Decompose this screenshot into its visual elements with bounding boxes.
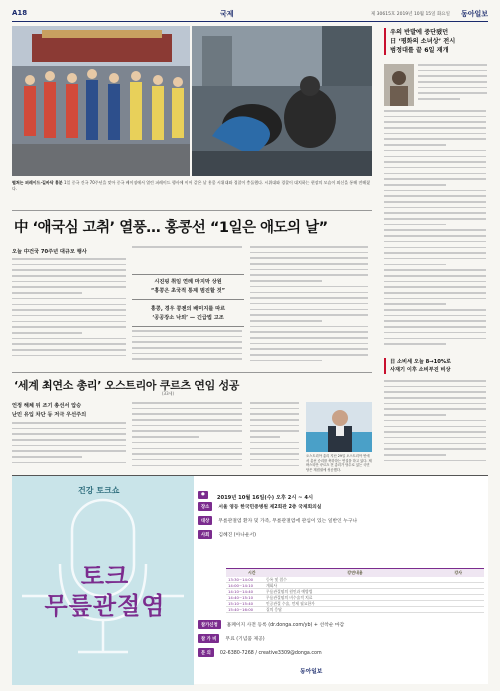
- text-line: [12, 445, 126, 447]
- text-line: [132, 442, 242, 444]
- schedule-header: [226, 569, 484, 577]
- text-line: [418, 75, 487, 77]
- text-line: [250, 348, 368, 350]
- text-line: [132, 353, 242, 355]
- text-line: [132, 448, 242, 450]
- text-line: [132, 402, 242, 404]
- text-line: [418, 81, 487, 83]
- text-line: [12, 264, 126, 266]
- ad-row-text: 무릎관절염 환자 및 가족, 무릎관절염에 관심이 있는 일반인 누구나: [218, 519, 358, 524]
- text-line: [384, 386, 486, 388]
- second-headline: ‘세계 최연소 총리’ 오스트리아 쿠르츠 연임 성공: [14, 379, 240, 392]
- schedule-header-cell: 시간: [247, 570, 256, 575]
- second-body-col-3: [250, 402, 300, 472]
- text-line: [384, 454, 446, 456]
- text-line: [250, 337, 368, 339]
- text-line: [250, 419, 299, 421]
- text-line: [250, 402, 299, 404]
- text-line: [12, 355, 126, 357]
- text-line: [384, 338, 486, 340]
- text-line: [384, 269, 486, 271]
- text-line: [384, 121, 486, 123]
- schedule-content: 인공관절 수술, 언제 필요한가: [266, 601, 315, 606]
- body-column-1: [12, 258, 128, 366]
- text-line: [384, 443, 486, 445]
- text-line: [384, 326, 486, 328]
- second-byline: (33세): [162, 391, 175, 396]
- schedule-header-cell: 강사: [454, 570, 463, 575]
- text-line: [384, 229, 486, 231]
- text-line: [384, 190, 486, 192]
- text-line: [384, 212, 486, 214]
- subhead-box-line-2: “홍콩은 초국적 통제 범진할 것”: [150, 288, 226, 294]
- ad-row-label: 사회: [198, 530, 212, 539]
- text-line: [132, 419, 242, 421]
- text-line: [384, 448, 486, 450]
- text-line: [12, 422, 126, 424]
- text-line: [384, 286, 486, 288]
- text-line: [12, 343, 126, 345]
- text-line: [384, 332, 486, 334]
- right-story-headline: [384, 28, 488, 55]
- main-headline-area: [12, 210, 372, 240]
- text-line: [384, 275, 486, 277]
- text-line: [250, 413, 299, 415]
- text-line: [384, 150, 486, 152]
- text-line: [384, 167, 486, 169]
- right-story2-body: [384, 380, 488, 470]
- second-body-col-1: [12, 422, 128, 472]
- text-line: [250, 425, 299, 427]
- subhead-box2-line-1: 홍콩, 경우 콩젠의 배미지를 따르: [150, 306, 226, 312]
- text-line: [12, 286, 126, 288]
- text-line: [384, 207, 486, 209]
- text-line: [250, 263, 368, 265]
- schedule-time: 13:30~14:00: [228, 577, 254, 582]
- ad-contact-row: [198, 620, 486, 629]
- ad-row-label: 대상: [198, 516, 212, 525]
- text-line: [132, 453, 242, 455]
- kurz-photo: [306, 402, 372, 452]
- text-line: [384, 391, 486, 393]
- ad-date-row: [198, 484, 486, 501]
- text-line: [384, 173, 486, 175]
- text-line: [384, 247, 486, 249]
- text-line: [384, 156, 486, 158]
- text-line: [250, 280, 322, 282]
- ad-title-line-1: 토크: [80, 562, 130, 590]
- text-line: [132, 459, 242, 461]
- ad-info-row: [198, 530, 486, 539]
- ad-schedule-table: [226, 568, 484, 613]
- ad-banner: [12, 476, 194, 685]
- text-line: [384, 437, 486, 439]
- ad-row-text: 홈페이지 사전 등록 (dr.donga.com/yb) + 선착순 마감: [226, 623, 345, 628]
- text-line: [12, 428, 126, 430]
- text-line: [132, 358, 242, 360]
- text-line: [132, 408, 242, 410]
- text-line: [384, 460, 486, 462]
- text-line: [250, 252, 368, 254]
- text-line: [12, 462, 126, 464]
- right-story2-line-1: 日 소비세 오늘 8→10%로: [390, 359, 452, 365]
- text-line: [12, 450, 126, 452]
- right-story2-headline: [384, 358, 488, 374]
- caption-headline: 펼쳐는 퍼레이드·길바닥 흥분: [12, 180, 63, 185]
- parade-photo: [12, 26, 190, 176]
- ad-date: 2019년 10월 16일(수) 오후 2시 ~ 4시: [216, 495, 313, 501]
- schedule-time: 14:00~14:10: [228, 583, 254, 588]
- text-line: [384, 144, 446, 146]
- page-header: [12, 8, 488, 22]
- right-story-body-b: [384, 110, 488, 352]
- text-line: [132, 413, 242, 415]
- text-line: [250, 309, 368, 311]
- text-line: [132, 425, 242, 427]
- text-line: [384, 431, 486, 433]
- right-story-photo: [384, 64, 414, 106]
- text-line: [384, 184, 446, 186]
- text-line: [384, 195, 486, 197]
- text-line: [250, 360, 322, 362]
- text-line: [384, 343, 446, 345]
- text-line: [384, 414, 446, 416]
- schedule-time: 15:40~16:00: [228, 607, 254, 612]
- protest-photo: [192, 26, 372, 176]
- ad-info-row: [198, 516, 486, 525]
- text-line: [250, 408, 299, 410]
- ad-kicker: 건강 토크쇼: [78, 486, 120, 495]
- body-column-2: [132, 330, 244, 366]
- text-line: [132, 341, 242, 343]
- text-line: [384, 292, 486, 294]
- text-line: [132, 246, 242, 248]
- text-line: [384, 201, 486, 203]
- text-line: [12, 258, 126, 260]
- text-line: [384, 298, 486, 300]
- text-line: [12, 281, 126, 283]
- right-story-body-a: [418, 64, 488, 108]
- text-line: [250, 246, 368, 248]
- text-line: [250, 314, 368, 316]
- text-line: [384, 235, 486, 237]
- newspaper-brand: 동아일보: [460, 10, 488, 18]
- second-subhead-2: 난민 유입 차단 등 저극 우선주의: [12, 412, 87, 418]
- text-line: [250, 442, 299, 444]
- text-line: [250, 436, 280, 438]
- ad-row-text: 02-6380-7268 / creative3309@donga.com: [219, 651, 322, 656]
- text-line: [384, 161, 486, 163]
- text-line: [384, 138, 486, 140]
- page-number: A18: [12, 9, 28, 17]
- text-line: [132, 436, 199, 438]
- text-line: [12, 292, 82, 294]
- second-body-col-2: [132, 402, 244, 472]
- subhead-box: [132, 274, 244, 300]
- text-line: [12, 315, 126, 317]
- schedule-content: 등록 및 접수: [266, 577, 287, 582]
- ad-title: [42, 561, 168, 621]
- text-line: [12, 349, 126, 351]
- ad-row-text: 서울 영등 한국민중병원 제2회관 2층 국제회의실: [218, 505, 322, 510]
- text-line: [12, 338, 126, 340]
- schedule-time: 15:10~15:40: [228, 601, 254, 606]
- text-line: [12, 309, 126, 311]
- text-line: [384, 116, 486, 118]
- ad-details: [198, 480, 486, 682]
- main-headline: 中 ‘애국심 고취’ 열풍… 홍콩선 “1일은 애도의 날”: [14, 220, 328, 236]
- text-line: [250, 331, 368, 333]
- text-line: [250, 453, 299, 455]
- ad-contact-row: [198, 634, 486, 643]
- ad-row-text: 무료 (기념품 제공): [225, 637, 265, 642]
- schedule-header-cell: 강연내용: [347, 570, 363, 575]
- text-line: [384, 303, 446, 305]
- text-line: [250, 269, 368, 271]
- text-line: [384, 403, 486, 405]
- ad-row-label: 참가신청: [198, 620, 221, 629]
- text-line: [384, 320, 486, 322]
- text-line: [12, 275, 126, 277]
- text-line: [132, 347, 242, 349]
- text-line: [418, 64, 487, 66]
- text-line: [384, 408, 486, 410]
- text-line: [250, 320, 322, 322]
- text-line: [384, 426, 486, 428]
- text-line: [384, 127, 486, 129]
- text-line: [418, 70, 487, 72]
- schedule-content: 개회사: [266, 583, 278, 588]
- text-line: [250, 286, 368, 288]
- text-line: [250, 448, 299, 450]
- text-line: [384, 110, 486, 112]
- text-line: [384, 258, 486, 260]
- section-title: 국제: [220, 10, 234, 18]
- schedule-row: [226, 607, 484, 613]
- text-line: [12, 439, 126, 441]
- schedule-time: 14:10~14:40: [228, 589, 254, 594]
- text-line: [250, 292, 368, 294]
- text-line: [384, 315, 486, 317]
- text-line: [384, 178, 486, 180]
- text-line: [418, 87, 487, 89]
- text-line: [132, 336, 242, 338]
- right-headline-line-3: 범정대를 끝 6일 재개: [390, 47, 449, 54]
- text-line: [250, 459, 299, 461]
- text-line: [250, 326, 368, 328]
- text-line: [132, 330, 242, 332]
- ad-logo: 동아일보: [300, 669, 323, 675]
- kurz-photo-caption: 오스트리아 총리 지난 29일 오스트리아 빈에서 총선 승리를 축하하는 연설을 하고 있다. 제바스티안 쿠르츠 전 총리가 당수로 있는 국민당은 재집권에 성공했다.: [306, 454, 372, 472]
- ad-title-line-2: 무릎관절염: [44, 592, 166, 620]
- ad-row-label: 문 의: [198, 648, 214, 657]
- text-line: [250, 274, 368, 276]
- top-photo-caption: [12, 180, 372, 206]
- subhead-box-line-1: 시진핑 취임 연례 마지막 상원: [154, 279, 222, 285]
- ad-row-text: 김혜진 (아나운서): [218, 533, 257, 538]
- text-line: [132, 465, 242, 467]
- text-line: [418, 92, 487, 94]
- second-headline-area: [12, 372, 372, 398]
- ad-info-row: [198, 502, 486, 511]
- right-headline-line-1: 우의 반발에 중단됐던: [390, 29, 449, 36]
- text-line: [250, 257, 368, 259]
- text-line: [384, 281, 486, 283]
- text-line: [384, 397, 486, 399]
- right-story2-line-2: 사재기 이후 소비부진 비상: [390, 367, 451, 373]
- text-line: [250, 430, 299, 432]
- subhead-box-2: [132, 302, 244, 327]
- body-column-2-top: [132, 246, 244, 254]
- ad-row-label: 장소: [198, 502, 212, 511]
- text-line: [384, 241, 486, 243]
- story-subhead: 오늘 中건국 70주년 대규모 행사: [12, 249, 87, 255]
- text-line: [250, 465, 299, 467]
- subhead-box2-line-2: ‘공공장소 낙외’ — 긴급법 고조: [152, 315, 224, 321]
- schedule-content: 무릎관절염의 원인과 예방법: [266, 589, 313, 594]
- text-line: [250, 303, 368, 305]
- text-line: [384, 264, 446, 266]
- text-line: [12, 298, 126, 300]
- ad-contact-row: [198, 648, 486, 657]
- caption-body: 1일 중국 건국 70주년을 맞아 중국 베이징에서 열린 퍼레이드 행사에 이어 같은 날 홍콩 시위대와 경찰이 충돌했다. 시위대와 경찰이 대치하는 현장의 모습이 외신을 통해 전해졌다.: [12, 180, 371, 191]
- text-line: [384, 380, 486, 382]
- ad-row-label: 참 가 비: [198, 634, 219, 643]
- text-line: [12, 326, 126, 328]
- text-line: [384, 218, 486, 220]
- schedule-content: 질의 응답: [266, 607, 282, 612]
- newspaper-page: [12, 8, 488, 684]
- body-column-3: [250, 246, 370, 366]
- text-line: [250, 343, 368, 345]
- text-line: [250, 354, 368, 356]
- text-line: [384, 420, 486, 422]
- text-line: [12, 321, 126, 323]
- text-line: [384, 252, 486, 254]
- text-line: [132, 430, 242, 432]
- text-line: [12, 304, 126, 306]
- calendar-icon: ●: [198, 491, 208, 499]
- text-line: [250, 297, 368, 299]
- text-line: [12, 332, 82, 334]
- text-line: [12, 269, 126, 271]
- text-line: [384, 224, 446, 226]
- text-line: [418, 98, 460, 100]
- right-headline-line-2: 日 ‘평화의 소녀상’ 전시: [390, 38, 456, 45]
- text-line: [384, 133, 486, 135]
- schedule-time: 14:40~15:10: [228, 595, 254, 600]
- text-line: [12, 433, 126, 435]
- schedule-content: 무릎관절염의 비수술적 치료: [266, 595, 313, 600]
- text-line: [12, 456, 82, 458]
- second-subhead-1: 언정 해체 뒤 조기 총선서 압승: [12, 403, 82, 409]
- advertisement: [12, 475, 488, 684]
- text-line: [384, 309, 486, 311]
- issue-meta: 제 30615호 2019년 10월 15일 화요일: [370, 12, 450, 17]
